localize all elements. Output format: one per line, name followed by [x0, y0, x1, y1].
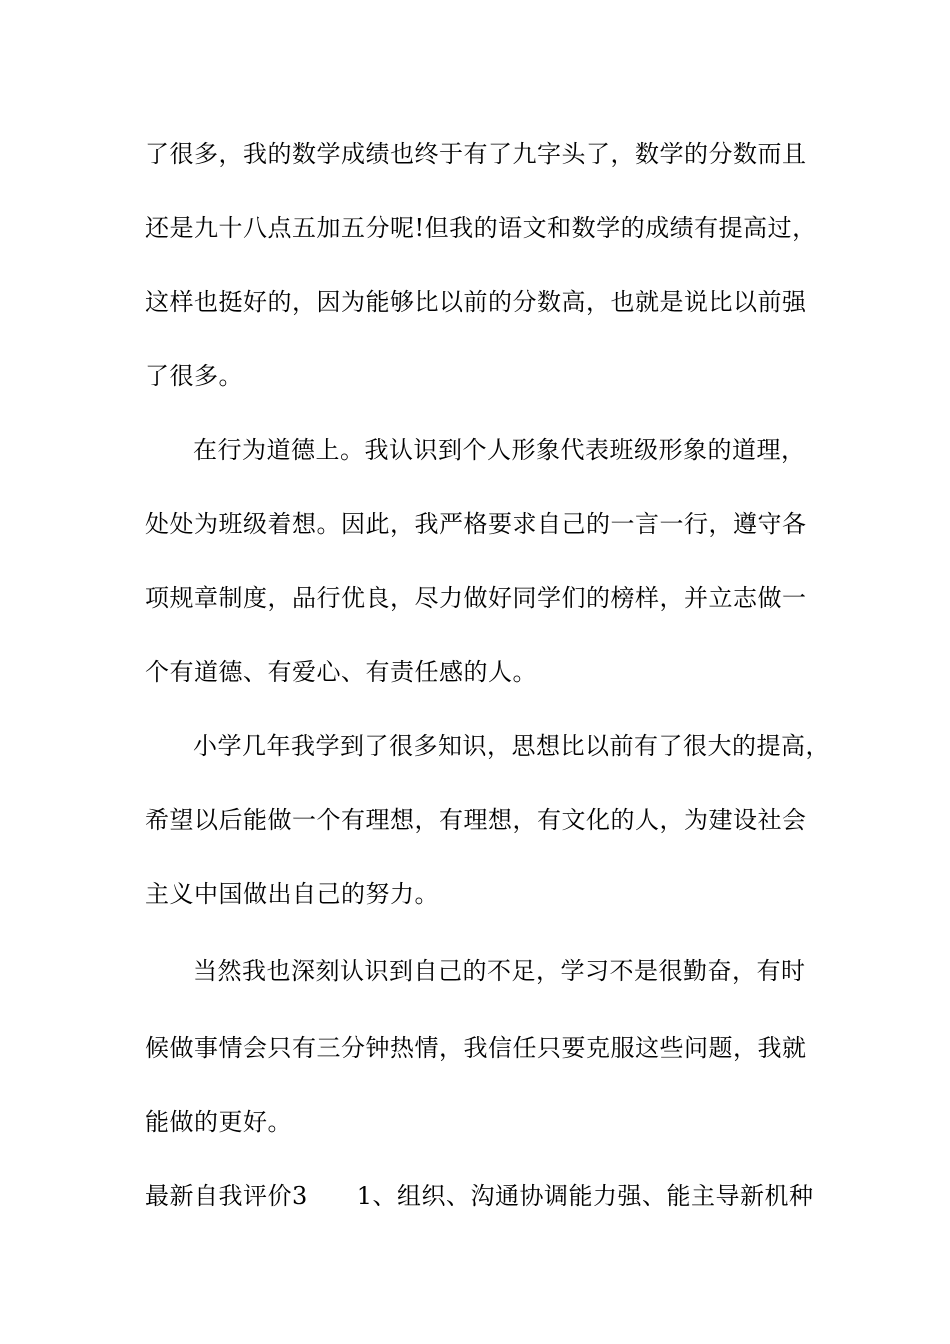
- body-text-line: 这样也挺好的，因为能够比以前的分数高，也就是说比以前强: [145, 288, 807, 316]
- body-text-line: 处处为班级着想。因此，我严格要求自己的一言一行，遵守各: [145, 510, 807, 538]
- body-text-line: 主义中国做出自己的努力。: [145, 880, 439, 908]
- body-text-line: 项规章制度，品行优良，尽力做好同学们的榜样，并立志做一: [145, 584, 807, 612]
- body-text-line: 能做的更好。: [145, 1108, 292, 1136]
- body-text-line: 希望以后能做一个有理想，有理想，有文化的人，为建设社会: [145, 806, 807, 834]
- paragraph-first-line: 小学几年我学到了很多知识，思想比以前有了很大的提高，: [193, 732, 830, 760]
- body-text-line: 还是九十八点五加五分呢!但我的语文和数学的成绩有提高过，: [145, 214, 817, 242]
- section-heading-line: 最新自我评价3 1、组织、沟通协调能力强、能主导新机种: [145, 1182, 814, 1210]
- paragraph-first-line: 在行为道德上。我认识到个人形象代表班级形象的道理，: [193, 436, 806, 464]
- body-text-line: 候做事情会只有三分钟热情，我信任只要克服这些问题，我就: [145, 1034, 807, 1062]
- paragraph-first-line: 当然我也深刻认识到自己的不足，学习不是很勤奋，有时: [193, 957, 806, 985]
- body-text-line: 个有道德、有爱心、有责任感的人。: [145, 658, 537, 686]
- body-text-line: 了很多，我的数学成绩也终于有了九字头了，数学的分数而且: [145, 140, 807, 168]
- body-text-line: 了很多。: [145, 362, 243, 390]
